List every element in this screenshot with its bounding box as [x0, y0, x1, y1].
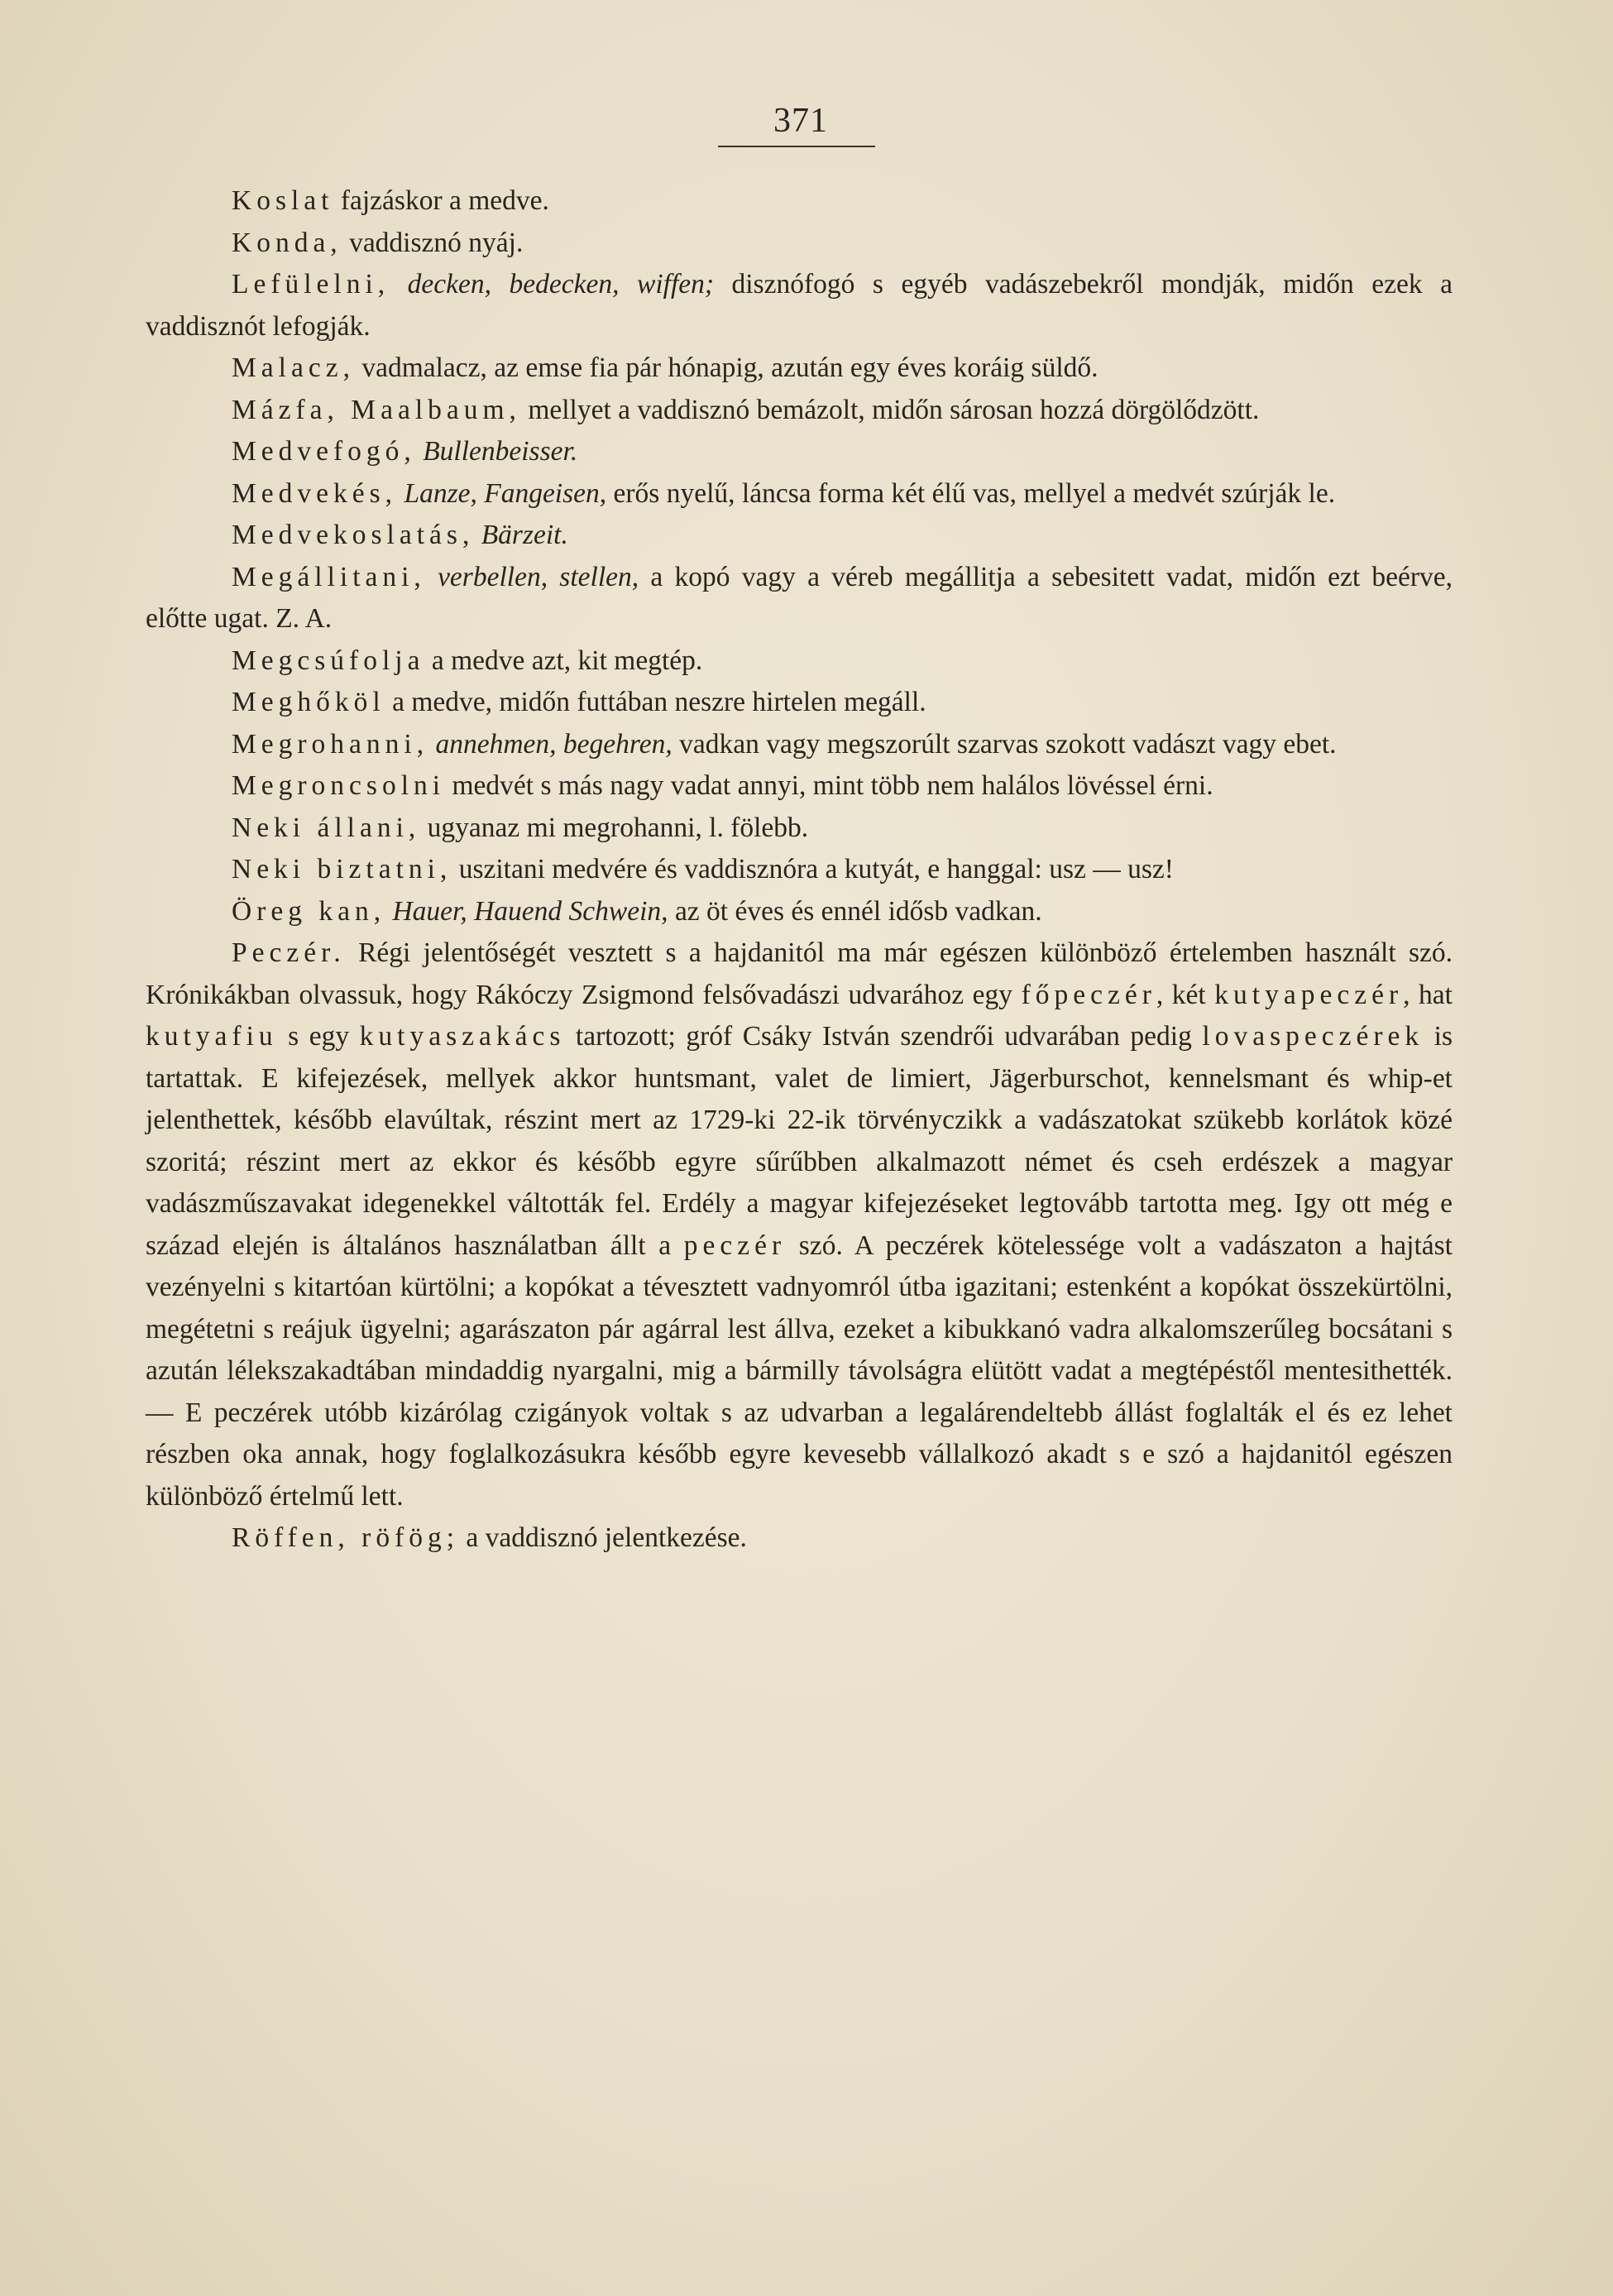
entry-headword: Medvekoslatás, [232, 520, 475, 550]
entry-text: vadmalacz, az emse fia pár hónapig, azután egy éves koráig süldő. [354, 352, 1098, 383]
glossary-entry [146, 640, 1453, 683]
entry-german-term: Hauer, Hauend Schwein, [392, 895, 668, 927]
entry-german-term: decken, bedecken, wiffen; [407, 269, 715, 300]
entry-text [428, 729, 435, 760]
entry-text: disznófogó s egyéb vadászebekről mondják, midőn ezek a vaddisznót lefogják. [146, 269, 1453, 342]
glossary-entry [146, 724, 1453, 766]
entry-german-term: Bärzeit. [481, 520, 568, 550]
entry-text: uszitani medvére és vaddisznóra a kutyát, e hanggal: usz — usz! [452, 854, 1174, 884]
entry-headword: Medvefogó, [232, 436, 416, 467]
entry-text: fajzáskor a medve. [333, 185, 549, 216]
entry-text: mellyet a vaddisznó bemázolt, midőn sárosan hozzá dörgölődzött. [520, 394, 1260, 425]
entry-german-term: Bullenbeisser. [423, 436, 578, 467]
entry-german-term: annehmen, begehren, [435, 728, 672, 760]
entry-headword: Röffen, röfög; [232, 1522, 460, 1553]
entry-spaced-term: kutyapeczér [1214, 979, 1404, 1010]
entry-headword: Neki állani, [232, 812, 421, 843]
entry-text: tartozott; gróf Csáky István szendrői udvarában pedig [565, 1021, 1203, 1052]
entry-headword: Malacz, [232, 352, 355, 383]
entry-text: is tartattak. E kifejezések, mellyek akkor huntsmant, valet de limiert, Jägerburschot, kennelsmant és whip-et jelenthettek, később elavúltak, részint mert az 1729-ki 22-ik törvényczikk a vadászatokat szükebb korlátok közé szoritá; részint mert az ekkor és később egyre sűrűbben alkalmazott német és cseh erdészek a magyar vadászműszavakat idegenekkel váltották fel. Erdély a magyar kifejezéseket legtovább tartotta meg. Igy ott még e század elején is általános használatban állt a [146, 1021, 1453, 1261]
entry-spaced-term: főpeczér [1021, 979, 1156, 1010]
entry-headword: Konda, [232, 227, 342, 258]
glossary-entry [146, 891, 1453, 933]
entry-headword: Lefülelni, [232, 269, 390, 300]
entry-spaced-term: peczér [683, 1229, 787, 1261]
entry-headword: Megállitani, [232, 561, 426, 592]
entry-text [416, 436, 423, 467]
entry-text: ugyanaz mi megrohanni, l. fölebb. [420, 812, 809, 843]
entry-text: Régi jelentőségét vesztett s a hajdanitól ma már egészen különböző értelemben használt szó. Krónikákban olvassuk, hogy Rákóczy Zsigmond felsővadászi udvarához egy [146, 937, 1453, 1010]
entry-headword: Megcsúfolja [232, 645, 425, 676]
entry-headword: Peczér. [232, 937, 346, 968]
header-rule [718, 146, 875, 147]
entry-text: vadkan vagy megszorúlt szarvas szokott vadászt vagy ebet. [672, 728, 1337, 760]
entry-text: , két [1156, 979, 1215, 1010]
entry-headword: Neki biztatni, [232, 854, 452, 884]
entry-text: az öt éves és ennél idősb vadkan. [668, 895, 1042, 927]
entry-text: a vaddisznó jelentkezése. [459, 1522, 747, 1553]
entry-spaced-term: kutyafiu [146, 1021, 278, 1052]
entry-text: medvét s más nagy vadat annyi, mint több nem halálos lövéssel érni. [445, 770, 1213, 801]
glossary-entry [146, 390, 1453, 432]
entry-german-term: verbellen, stellen, [438, 561, 639, 592]
glossary-entry [146, 765, 1453, 808]
entry-text [474, 520, 481, 550]
entry-headword: Megroncsolni [232, 770, 446, 801]
glossary-entry [146, 849, 1453, 891]
entry-headword: Meghőköl [232, 687, 385, 717]
glossary-entry [146, 557, 1453, 640]
entry-headword: Megrohanni, [232, 728, 429, 760]
entry-headword: Mázfa, Maalbaum, [232, 394, 521, 425]
entry-text: szó. A peczérek kötelessége volt a vadászaton a hajtást vezényelni s kitartóan kürtölni; a kopókat a tévesztett vadnyomról útba igazitani; estenként a kopókat összekürtölni, megétetni s reájuk ügyelni; agarászaton pár agárral lest állva, ezeket a kibukkanó vadra alkalomszerűleg bocsátani s azután lélekszakadtában mindaddig nyargalni, mig a bármilly távolságra elütött vadat a megtépéstől mentesithették. — E peczérek utóbb kizárólag czigányok voltak s az udvarban a legalárendeltebb állást foglalták el és ez lehet részben oka annak, hogy foglalkozásukra később egyre kevesebb vállalkozó akadt s e szó a hajdanitól egészen különböző értelmű lett. [146, 1229, 1453, 1512]
glossary-text [146, 180, 1453, 1560]
glossary-entry [146, 515, 1453, 557]
glossary-entry [146, 932, 1453, 1517]
glossary-entry [146, 348, 1453, 390]
glossary-entry [146, 808, 1453, 850]
entry-spaced-term: lovaspeczérek [1202, 1021, 1424, 1052]
entry-text: vaddisznó nyáj. [342, 227, 524, 258]
glossary-entry [146, 473, 1453, 515]
entry-text: a medve azt, kit megtép. [424, 645, 703, 676]
entry-headword: Öreg kan, [232, 895, 386, 927]
entry-text: erős nyelű, láncsa forma két élű vas, mellyel a medvét szúrják le. [606, 477, 1336, 509]
glossary-entry [146, 223, 1453, 265]
glossary-entry [146, 1517, 1453, 1560]
glossary-entry [146, 180, 1453, 223]
entry-headword: Koslat [232, 185, 334, 216]
glossary-entry [146, 682, 1453, 724]
entry-text: s egy [277, 1021, 360, 1052]
entry-text: a kopó vagy a véreb megállitja a sebesitett vadat, midőn ezt beérve, előtte ugat. Z. A. [146, 561, 1453, 634]
entry-headword: Medvekés, [232, 477, 398, 509]
entry-text: a medve, midőn futtában neszre hirtelen megáll. [385, 687, 926, 717]
entry-german-term: Lanze, Fangeisen, [404, 477, 607, 509]
entry-text: , hat [1403, 979, 1453, 1010]
glossary-entry [146, 264, 1453, 348]
page-number: 371 [773, 102, 828, 140]
entry-text [390, 269, 408, 300]
entry-spaced-term: kutyaszakács [359, 1021, 566, 1052]
glossary-entry [146, 431, 1453, 473]
entry-text [426, 562, 438, 592]
